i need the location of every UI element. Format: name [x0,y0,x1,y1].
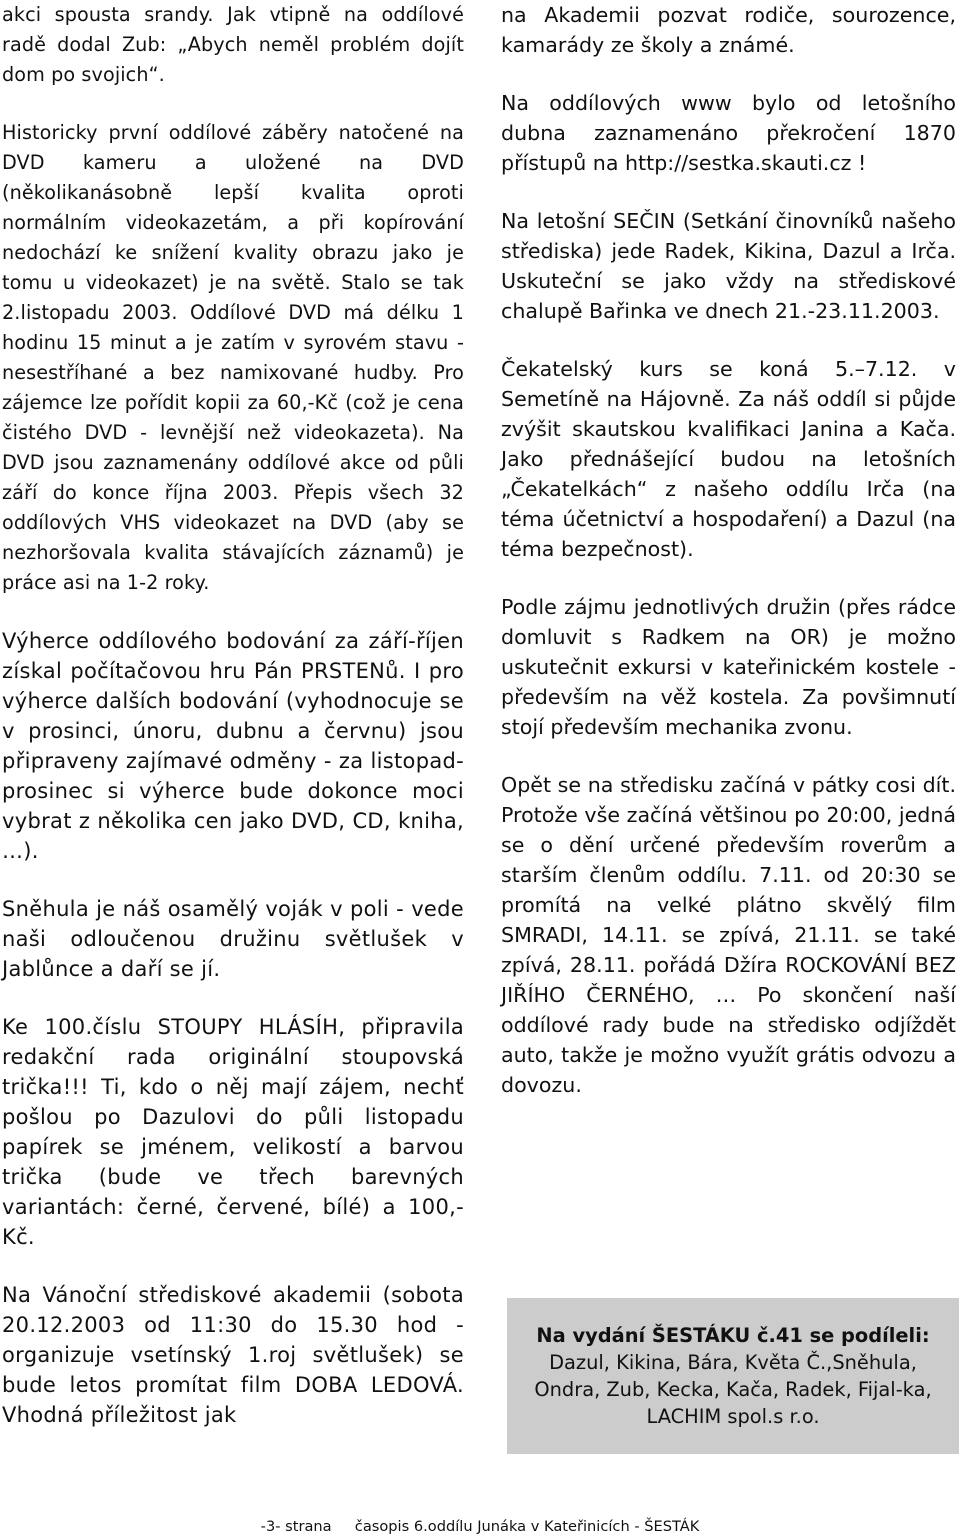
paragraph-fun-quote: akci spousta srandy. Jak vtipně na oddílové radě dodal Zub: „Abych neměl problém dojít dom po svojich“. [2,3,464,86]
paragraph-friday-events: Opět se na středisku začíná v pátky cosi dít. Protože vše začíná většinou po 20:00, jedná se o dění určené především roverům a starším členům oddílu. 7.11. od 20:30 se promítá na velké plátno skvělý film SMRADI, 14.11. se zpívá, 21.11. se také zpívá, 28.11. pořádá Džíra ROCKOVÁNÍ BEZ JIŘÍHO ČERNÉHO, … Po skončení naší oddílové rady bude na středisko odjíždět auto, takže je možno využít grátis odvozu a dovozu. [501,773,956,1097]
paragraph-church-excursion: Podle zájmu jednotlivých družin (přes rádce domluvit s Radkem na OR) je možno uskutečnit exkursi v kateřinickém kostele - především na věž kostela. Za povšimnutí stojí především mechanika zvonu. [501,595,956,739]
paragraph-tshirts: Ke 100.číslu STOUPY HLÁSÍH, připravila redakční rada originální stoupovská trička!!! Ti, kdo o něj mají zájem, nechť pošlou po Dazulovi do půli listopadu papírek se jménem, velikostí a barvou trička (bude ve třech barevných variantách: černé, červené, bílé) a 100,-Kč. [2,1015,464,1249]
paragraph-www-visits: Na oddílových www bylo od letošního dubna zaznamenáno překročení 1870 přístupů na http://sestka.skauti.cz ! [501,91,956,175]
paragraph-academy-invite: na Akademii pozvat rodiče, sourozence, kamarády ze školy a známé. [501,3,956,57]
footer-page-number: -3- strana [260,1518,332,1535]
paragraph-dvd-recording: Historicky první oddílové záběry natočené na DVD kameru a uložené na DVD (několikanásobně lepší kvalita oproti normálním videokazetám, a při kopírování nedochází ke snížení kvality obrazu jako je tomu u videokazet) je na světě. Stalo se tak 2.listopadu 2003. Oddílové DVD má délku 1 hodinu 15 minut a je zatím v syrovém stavu - nesestříhané a bez namixované hudby. Pro zájemce lze pořídit kopii za 60,-Kč (což je cena čistého DVD - levnější než videokazeta). Na DVD jsou zaznamenány oddílové akce od půli září do konce října 2003. Přepis všech 32 oddílových VHS videokazet na DVD (aby se nezhoršovala kvalita stávajících záznamů) je práce asi na 1-2 roky. [2,121,464,594]
paragraph-points-winner: Výherce oddílového bodování za září-říjen získal počítačovou hru Pán PRSTENů. I pro výherce dalších bodování (vyhodnocuje se v prosinci, únoru, dubnu a červnu) jsou připraveny zajímavé odměny - za listopad-prosinec si výherce bude dokonce moci vybrat z několika cen jako DVD, CD, kniha, …). [2,629,464,863]
page-footer [0,1518,960,1536]
right-column [501,0,956,1128]
paragraph-candidate-course: Čekatelský kurs se koná 5.–7.12. v Semetíně na Hájovně. Za náš oddíl si půjde zvýšit skautskou kvalifikaci Janina a Kača. Jako přednášející budou na letošních „Čekatelkách“ z našeho oddílu Irča (na téma účetnictví a hospodaření) a Dazul (na téma bezpečnost). [501,357,956,561]
left-column [2,0,464,1458]
paragraph-christmas-academy: Na Vánoční střediskové akademii (sobota 20.12.2003 od 11:30 do 15.30 hod - organizuje vsetínský 1.roj světlušek) se bude letos promítat film DOBA LEDOVÁ. Vhodná příležitost jak [2,1283,464,1427]
credits-title: Na vydání ŠESTÁKU č.41 se podíleli: [536,1324,930,1347]
credits-box [507,1298,959,1454]
footer-magazine-title: časopis 6.oddílu Junáka v Kateřinicích - ŠESTÁK [354,1518,700,1535]
paragraph-snehula: Sněhula je náš osamělý voják v poli - vede naši odloučenou družinu světlušek v Jablůnce a daří se jí. [2,897,464,981]
credits-names: Dazul, Kikina, Bára, Květa Č.,Sněhula, Ondra, Zub, Kecka, Kača, Radek, Fijal-ka, LACHIM spol.s r.o. [534,1351,932,1428]
paragraph-secin: Na letošní SEČIN (Setkání činovníků našeho střediska) jede Radek, Kikina, Dazul a Irča. Uskuteční se jako vždy na střediskové chalupě Bařinka ve dnech 21.-23.11.2003. [501,209,956,323]
